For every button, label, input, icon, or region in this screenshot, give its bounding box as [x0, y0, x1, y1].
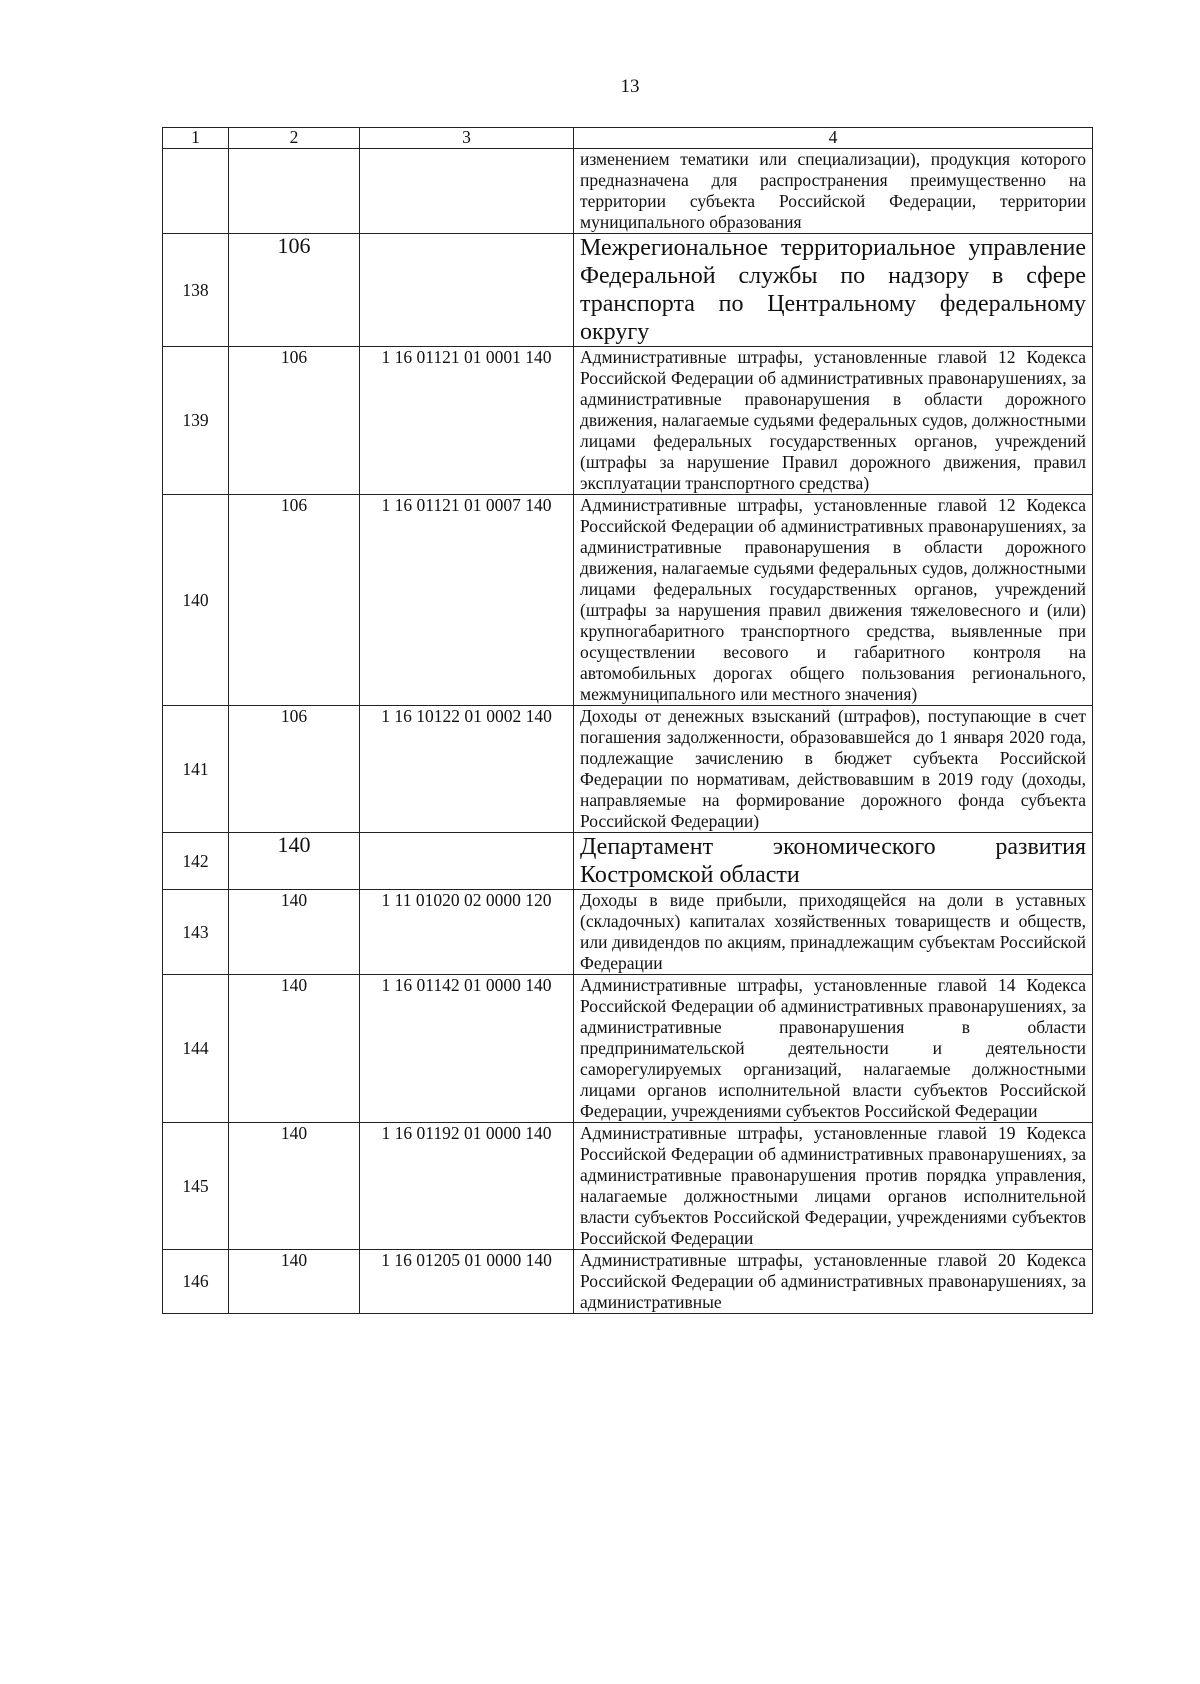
- table-row: [163, 890, 1093, 975]
- revenue-table: [162, 127, 1093, 1314]
- administrator-code: 106: [229, 706, 360, 833]
- revenue-description: Административные штрафы, установленные главой 14 Кодекса Российской Федерации об административных правонарушениях, за административные правонарушения в области предпринимательской деятельности и деятельности саморегулируемых организаций, налагаемые должностными лицами органов исполнительной власти субъектов Российской Федерации, учреждениями субъектов Российской Федерации: [574, 975, 1093, 1123]
- row-number: [163, 149, 229, 234]
- row-number: 144: [163, 975, 229, 1123]
- revenue-description: Административные штрафы, установленные главой 12 Кодекса Российской Федерации об административных правонарушениях, за административные правонарушения в области дорожного движения, налагаемые судьями федеральных судов, должностными лицами федеральных государственных органов, учреждений (штрафы за нарушения правил движения тяжеловесного и (или) крупногабаритного транспортного средства, выявленные при осуществлении весового и габаритного контроля на автомобильных дорогах общего пользования регионального, межмуниципального или местного значения): [574, 495, 1093, 706]
- budget-classification-code: [360, 149, 574, 234]
- revenue-description: Доходы в виде прибыли, приходящейся на доли в уставных (складочных) капиталах хозяйственных товариществ и обществ, или дивидендов по акциям, принадлежащим субъектам Российской Федерации: [574, 890, 1093, 975]
- row-number: 143: [163, 890, 229, 975]
- row-number: 146: [163, 1250, 229, 1314]
- administrator-code: [229, 149, 360, 234]
- row-number: 139: [163, 347, 229, 495]
- revenue-description: Департамент экономического развития Костромской области: [574, 833, 1093, 890]
- administrator-code: 140: [229, 1123, 360, 1250]
- table-row: [163, 975, 1093, 1123]
- budget-classification-code: 1 16 01142 01 0000 140: [360, 975, 574, 1123]
- page-number: 13: [620, 76, 640, 97]
- table-row: [163, 495, 1093, 706]
- table-row: [163, 347, 1093, 495]
- budget-classification-code: 1 16 01121 01 0001 140: [360, 347, 574, 495]
- header-col-4: 4: [574, 128, 1093, 149]
- row-number: 142: [163, 833, 229, 890]
- budget-classification-code: 1 16 01205 01 0000 140: [360, 1250, 574, 1314]
- budget-classification-code: 1 16 01192 01 0000 140: [360, 1123, 574, 1250]
- table-header-row: [163, 128, 1093, 149]
- table-row: [163, 1250, 1093, 1314]
- administrator-code: 140: [229, 1250, 360, 1314]
- administrator-code: 140: [229, 833, 360, 890]
- table-row: [163, 1123, 1093, 1250]
- revenue-description: изменением тематики или специализации), продукция которого предназначена для распространения преимущественно на территории субъекта Российской Федерации, территории муниципального образования: [574, 149, 1093, 234]
- administrator-code: 140: [229, 975, 360, 1123]
- budget-classification-code: 1 16 10122 01 0002 140: [360, 706, 574, 833]
- administrator-code: 140: [229, 890, 360, 975]
- row-number: 145: [163, 1123, 229, 1250]
- table-body: [163, 128, 1093, 1314]
- revenue-description: Административные штрафы, установленные главой 12 Кодекса Российской Федерации об административных правонарушениях, за административные правонарушения в области дорожного движения, налагаемые судьями федеральных судов, должностными лицами федеральных государственных органов, учреждений (штрафы за нарушение Правил дорожного движения, правил эксплуатации транспортного средства): [574, 347, 1093, 495]
- table-row: [163, 234, 1093, 347]
- administrator-code: 106: [229, 347, 360, 495]
- revenue-description: Административные штрафы, установленные главой 20 Кодекса Российской Федерации об административных правонарушениях, за административные: [574, 1250, 1093, 1314]
- header-col-2: 2: [229, 128, 360, 149]
- table-row: [163, 833, 1093, 890]
- budget-classification-code: 1 11 01020 02 0000 120: [360, 890, 574, 975]
- header-col-3: 3: [360, 128, 574, 149]
- administrator-code: 106: [229, 234, 360, 347]
- row-number: 138: [163, 234, 229, 347]
- revenue-description: Межрегиональное территориальное управление Федеральной службы по надзору в сфере транспорта по Центральному федеральному округу: [574, 234, 1093, 347]
- budget-classification-code: 1 16 01121 01 0007 140: [360, 495, 574, 706]
- budget-classification-code: [360, 833, 574, 890]
- header-col-1: 1: [163, 128, 229, 149]
- revenue-description: Доходы от денежных взысканий (штрафов), поступающие в счет погашения задолженности, образовавшейся до 1 января 2020 года, подлежащие зачислению в бюджет субъекта Российской Федерации по нормативам, действовавшим в 2019 году (доходы, направляемые на формирование дорожного фонда субъекта Российской Федерации): [574, 706, 1093, 833]
- table-row: [163, 706, 1093, 833]
- table-row: [163, 149, 1093, 234]
- row-number: 140: [163, 495, 229, 706]
- budget-classification-code: [360, 234, 574, 347]
- revenue-description: Административные штрафы, установленные главой 19 Кодекса Российской Федерации об административных правонарушениях, за административные правонарушения против порядка управления, налагаемые должностными лицами органов исполнительной власти субъектов Российской Федерации, учреждениями субъектов Российской Федерации: [574, 1123, 1093, 1250]
- row-number: 141: [163, 706, 229, 833]
- administrator-code: 106: [229, 495, 360, 706]
